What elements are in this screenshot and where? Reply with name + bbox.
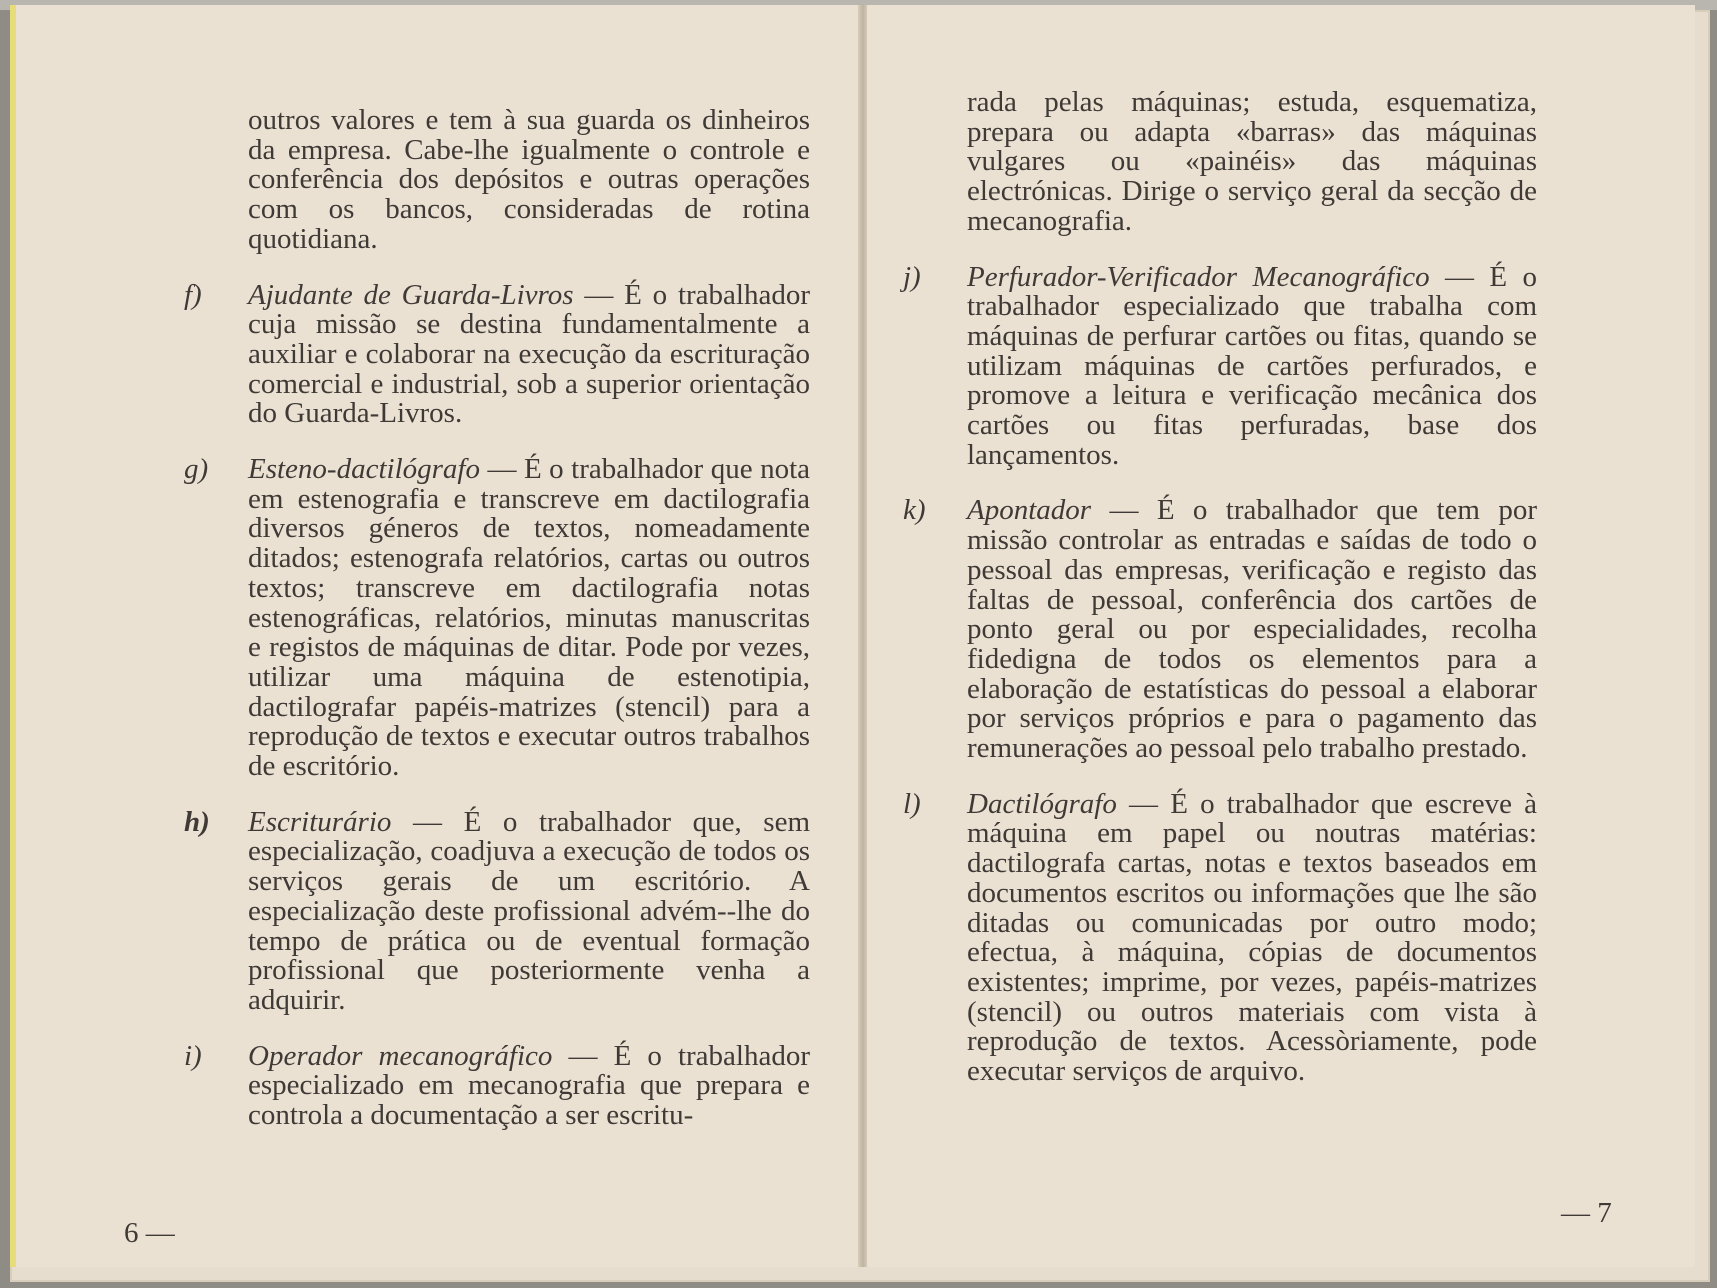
job-title: Perfurador-Verificador Mecanográfico <box>967 260 1430 293</box>
left-page <box>10 5 866 1267</box>
paragraph-text: — É o trabalhador especializado que trabalha com máquinas de perfurar cartões ou fitas, quando se utilizam máquinas de cartões perfurados, e promove a leitura e verificação mecânica dos cartões ou fitas perfuradas, base dos lançamentos. <box>967 260 1537 471</box>
job-title: Escriturário <box>248 805 392 838</box>
paragraph-text: — É o trabalhador que tem por missão controlar as entradas e saídas de todo o pessoal das empresas, verificação e registo das faltas de pessoal, conferência dos cartões de ponto geral ou por especialidades, recolha fidedigna de todos os elementos para a elaboração de estatísticas do pessoal a elaborar por serviços próprios e para o pagamento das remunerações ao pessoal pelo trabalho prestado. <box>967 494 1537 765</box>
item-label: i) <box>184 1039 202 1072</box>
paragraph-l <box>903 787 1537 1088</box>
right-page <box>867 5 1695 1267</box>
item-label: f) <box>184 278 202 311</box>
paragraph-k <box>903 494 1537 765</box>
left-page-text <box>184 104 811 1157</box>
job-title: Apontador <box>967 494 1092 527</box>
paragraph-text: outros valores e tem à sua guarda os dinheiros da empresa. Cabe-lhe igualmente o controle e conferência dos depósitos e outras operações com os bancos, consideradas de rotina quotidiana. <box>248 104 810 255</box>
paragraph-text: — É o trabalhador cuja missão se destina fundamentalmente a auxiliar e colaborar na execução da escrituração comercial e industrial, sob a superior orientação do Guarda-Livros. <box>248 278 811 430</box>
job-title: Dactilógrafo <box>967 787 1117 820</box>
paragraph-j <box>903 260 1537 471</box>
job-title: Esteno-dactilógrafo <box>248 453 480 486</box>
right-page-text <box>903 86 1537 1113</box>
paragraph-continuation <box>967 88 1537 237</box>
paragraph-text: — É o trabalhador que, sem especialização, coadjuva a execução de todos os serviços gerais de um escritório. A especialização deste profissional advém--lhe do tempo de prática ou de eventual formação profissional que posteriormente venha a adquirir. <box>248 805 810 1016</box>
paragraph-text: — É o trabalhador que nota em estenografia e transcreve em dactilografia diversos géneros de textos, nomeadamente ditados; estenografa relatórios, cartas ou outros textos; transcreve em dactilografia notas estenográficas, relatórios, minutas manuscritas e registos de máquinas de ditar. Pode por vezes, utilizar uma máquina de estenotipia, dactilografar papéis-matrizes (stencil) para a reprodução de textos e executar outros trabalhos de escritório. <box>248 453 810 783</box>
paragraph-text: rada pelas máquinas; estuda, esquematiza, prepara ou adapta «barras» das máquinas vulgares ou «painéis» das máquinas electrónicas. Dirige o serviço geral da secção de mecanografia. <box>967 86 1537 237</box>
item-label: g) <box>184 453 209 486</box>
paragraph-i <box>184 1039 810 1132</box>
paragraph-text: — É o trabalhador especializado em mecanografia que prepara e controla a documentação a ser escritu- <box>248 1039 810 1132</box>
job-title: Operador mecanográfico <box>248 1039 553 1072</box>
item-label: j) <box>903 260 921 293</box>
paragraph-g <box>184 453 810 783</box>
job-title: Ajudante de Guarda-Livros <box>248 278 574 311</box>
paragraph-text: — É o trabalhador que escreve à máquina em papel ou noutras matérias: dactilografa cartas, notas e textos baseados em documentos escritos ou informações que lhe são ditadas ou comunicadas por outro modo; efectua, à máquina, cópias de documentos existentes; imprime, por vezes, papéis-matrizes (stencil) ou outros materiais com vista à reprodução de textos. Acessòriamente, pode executar serviços de arquivo. <box>967 787 1537 1088</box>
page-number: — 7 <box>1561 1197 1612 1229</box>
paragraph-f <box>184 278 811 430</box>
paragraph-continuation <box>248 106 810 255</box>
page-number: 6 — <box>124 1217 175 1249</box>
item-label: l) <box>903 787 921 820</box>
item-label: h) <box>184 805 210 838</box>
paragraph-h <box>184 805 810 1016</box>
item-label: k) <box>903 494 926 527</box>
